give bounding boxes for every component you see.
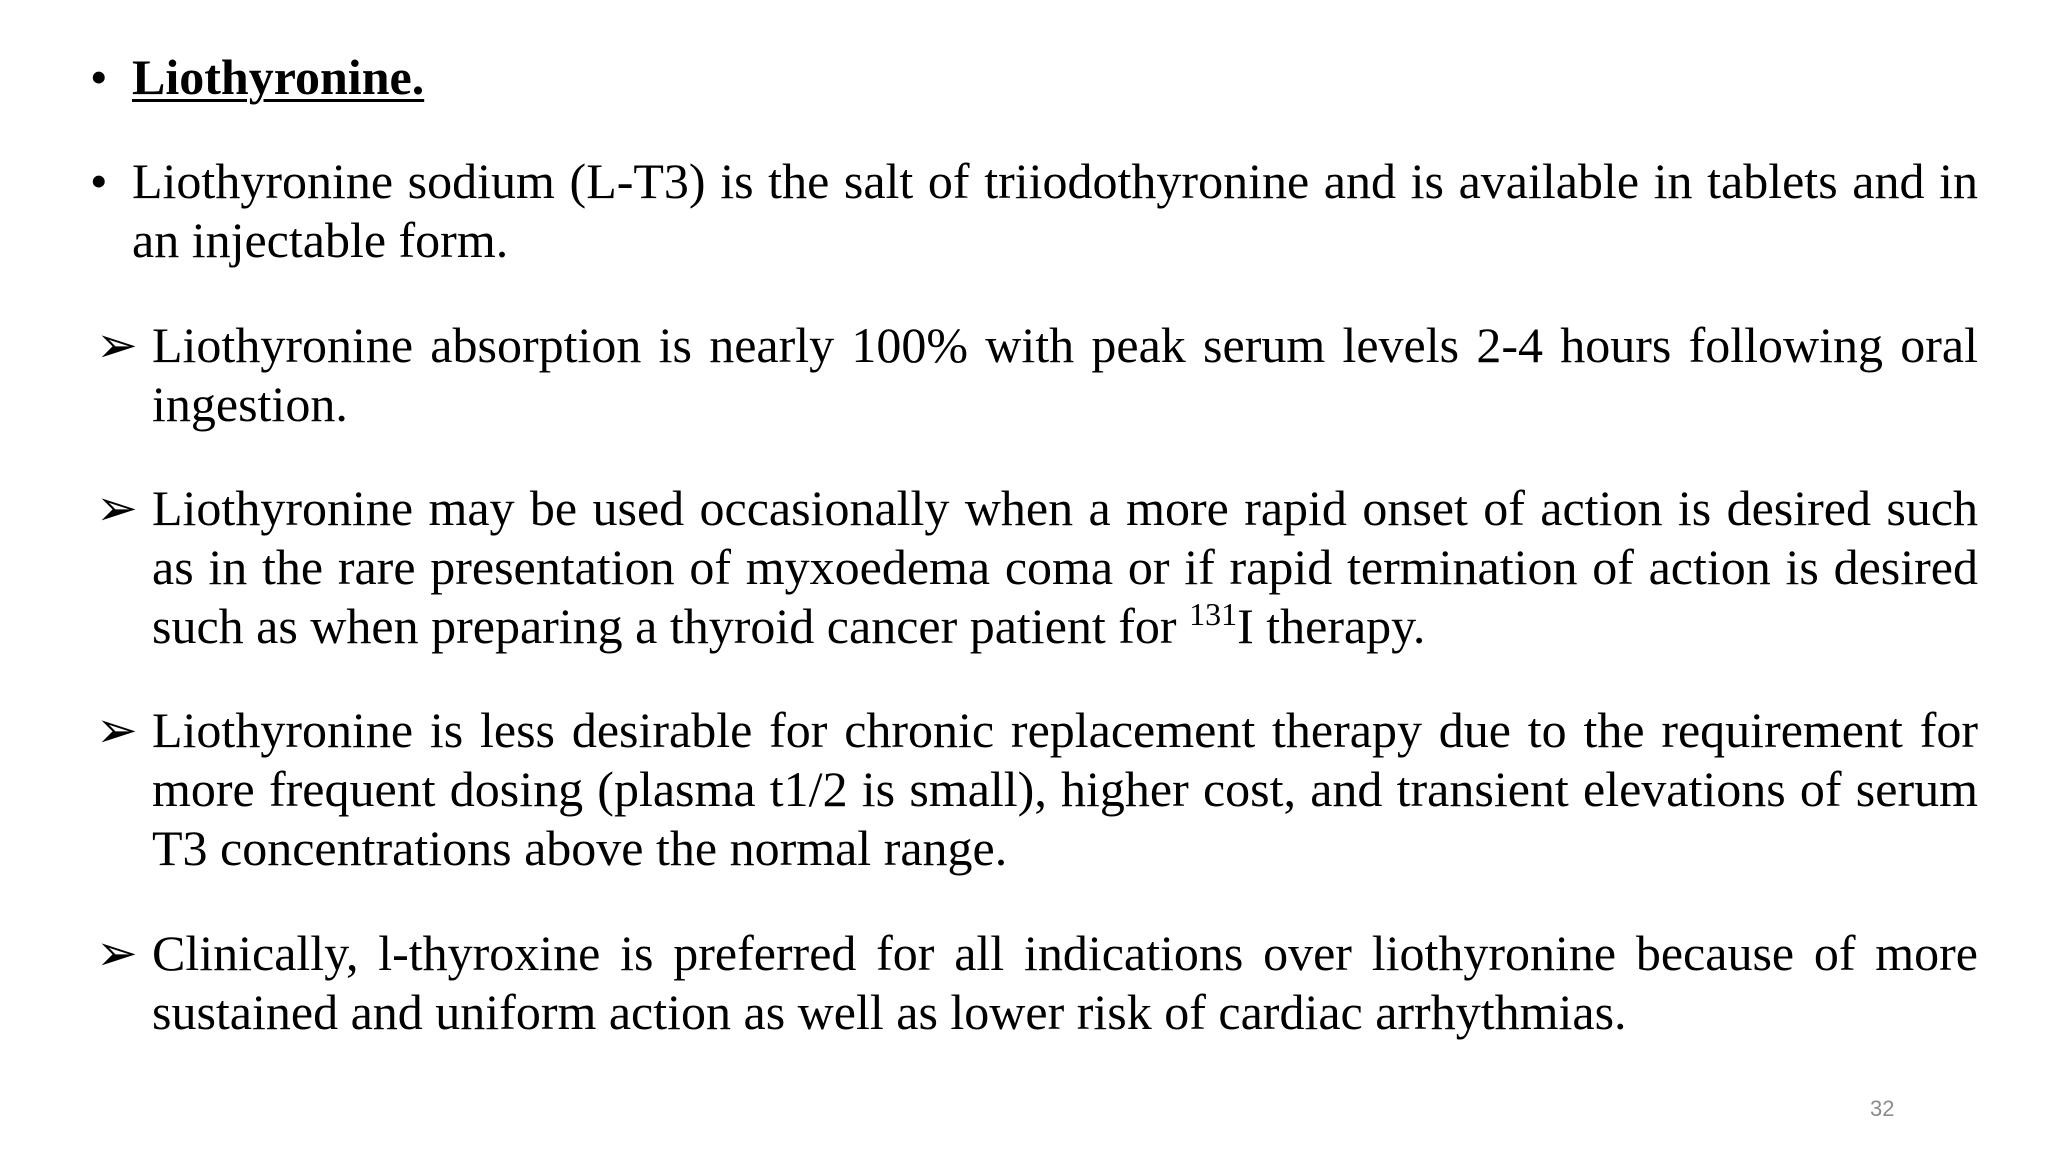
bullet-dot-icon: • [90, 49, 108, 105]
point-text: Liothyronine is less desirable for chronic replacement therapy due to the requirement for more frequent dosing (plasma t1/2 is small), higher cost, and transient elevations of serum T3 concentrations above the normal range. [152, 702, 1978, 876]
point-item-clinical-preference [90, 924, 1978, 1042]
heading-item [90, 48, 1978, 107]
point-text-before: Liothyronine may be used occasionally when a more rapid onset of action is desired such as in the rare presentation of myxoedema coma or if rapid termination of action is desired such as when preparing a thyroid cancer patient for [152, 480, 1978, 654]
point-text: Liothyronine absorption is nearly 100% with peak serum levels 2-4 hours following oral ingestion. [152, 317, 1978, 432]
point-item-absorption [90, 316, 1978, 434]
slide-heading: Liothyronine. [132, 49, 425, 105]
arrow-bullet-icon: ➢ [96, 480, 138, 536]
arrow-bullet-icon: ➢ [96, 317, 138, 373]
isotope-superscript: 131 [1189, 596, 1238, 632]
page-number: 32 [1870, 1096, 1895, 1121]
point-text [152, 479, 1978, 656]
arrow-bullet-icon: ➢ [96, 702, 138, 758]
intro-item [90, 152, 1978, 270]
point-text: Clinically, l-thyroxine is preferred for all indications over liothyronine because of more sustained and uniform action as well as lower risk of cardiac arrhythmias. [152, 925, 1978, 1040]
point-item-chronic-therapy [90, 701, 1978, 878]
point-item-rapid-onset [90, 479, 1978, 656]
point-text-after: I therapy. [1237, 598, 1426, 654]
intro-text: Liothyronine sodium (L-T3) is the salt of triiodothyronine and is available in tablets and in an injectable form. [132, 153, 1978, 268]
bullet-dot-icon: • [90, 153, 108, 209]
arrow-bullet-icon: ➢ [96, 925, 138, 981]
